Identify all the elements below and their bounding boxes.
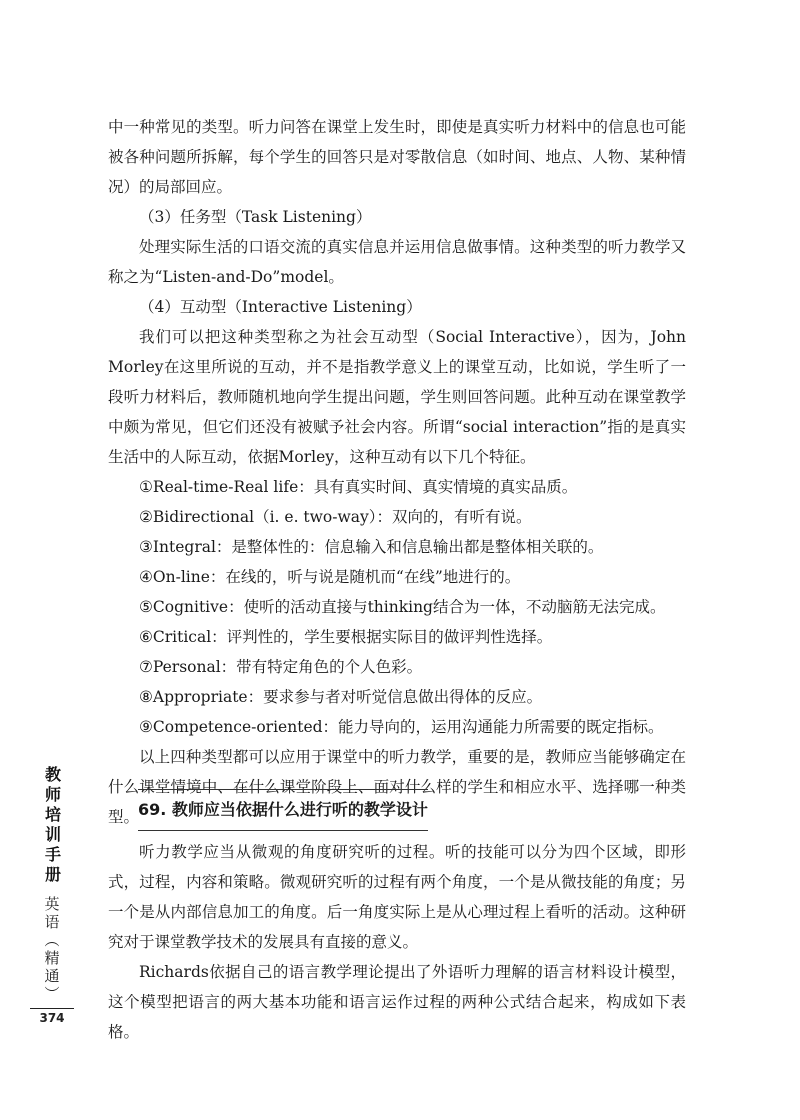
feature-item: ⑥Critical：评判性的，学生要根据实际目的做评判性选择。 bbox=[139, 628, 553, 646]
feature-item: ⑧Appropriate：要求参与者对听觉信息做出得体的反应。 bbox=[139, 688, 543, 706]
feature-item: ⑤Cognitive：使听的活动直接与thinking结合为一体，不动脑筋无法完成。 bbox=[139, 598, 666, 616]
feature-item: ①Real-time-Real life：具有真实时间、真实情境的真实品质。 bbox=[139, 478, 578, 496]
section-rule-top bbox=[138, 789, 428, 790]
sidebar bbox=[30, 766, 74, 1025]
sidebar-rule bbox=[30, 1008, 74, 1009]
feature-item: ③Integral：是整体性的：信息输入和信息输出都是整体相关联的。 bbox=[139, 538, 604, 556]
section-title: 69. 教师应当依据什么进行听的教学设计 bbox=[138, 800, 428, 819]
section-body bbox=[108, 837, 686, 1047]
subheading-interactive-listening: （4）互动型（Interactive Listening） bbox=[139, 298, 422, 316]
page-number: 374 bbox=[39, 1011, 65, 1025]
paragraph-summary: 以上四种类型都可以应用于课堂中的听力教学，重要的是，教师应当能够确定在什么课堂情境中、在什么课堂阶段上、面对什么样的学生和相应水平、选择哪一种类型。 bbox=[108, 748, 686, 826]
section-paragraph-1: 听力教学应当从微观的角度研究听的过程。听的技能可以分为四个区域，即形式，过程，内容和策略。微观研究听的过程有两个角度，一个是从微技能的角度；另一个是从内部信息加工的角度。后一角度实际上是从心理过程上看听的活动。这种研究对于课堂教学技术的发展具有直接的意义。 bbox=[108, 843, 686, 951]
section-paragraph-2: Richards依据自己的语言教学理论提出了外语听力理解的语言材料设计模型，这个模型把语言的两大基本功能和语言运作过程的两种公式结合起来，构成如下表格。 bbox=[108, 963, 686, 1041]
feature-item: ⑦Personal：带有特定角色的个人色彩。 bbox=[139, 658, 423, 676]
paragraph-interactive-listening: 我们可以把这种类型称之为社会互动型（Social Interactive），因为，John Morley在这里所说的互动，并不是指教学意义上的课堂互动，比如说，学生听了一段听力材料后，教师随机地向学生提出问题，学生则回答问题。此种互动在课堂教学中颇为常见，但它们还没有被赋予社会内容。所谓“social interaction”指的是真实生活中的人际互动，依据Morley，这种互动有以下几个特征。 bbox=[108, 328, 686, 466]
subheading-task-listening: （3）任务型（Task Listening） bbox=[139, 208, 372, 226]
book-subtitle: 英语（精通） bbox=[42, 896, 61, 1004]
paragraph-task-listening: 处理实际生活的口语交流的真实信息并运用信息做事情。这种类型的听力教学又称之为“Listen-and-Do”model。 bbox=[108, 238, 686, 286]
book-title: 教师培训手册 bbox=[42, 766, 62, 886]
section-rule-bottom bbox=[138, 830, 428, 831]
feature-item: ④On-line：在线的，听与说是随机而“在线”地进行的。 bbox=[139, 568, 521, 586]
feature-item: ⑨Competence-oriented：能力导向的，运用沟通能力所需要的既定指标。 bbox=[139, 718, 664, 736]
paragraph-continued: 中一种常见的类型。听力问答在课堂上发生时，即使是真实听力材料中的信息也可能被各种问题所拆解，每个学生的回答只是对零散信息（如时间、地点、人物、某种情况）的局部回应。 bbox=[108, 118, 686, 196]
body-text bbox=[108, 112, 686, 832]
feature-item: ②Bidirectional（i. e. two-way）：双向的，有听有说。 bbox=[139, 508, 532, 526]
